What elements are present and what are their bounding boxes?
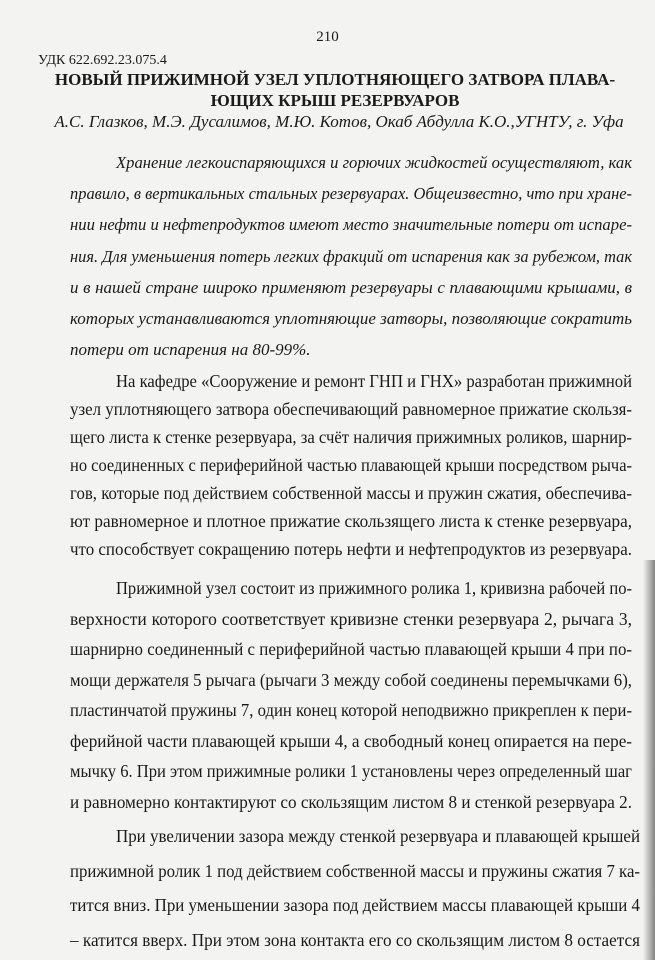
paragraph-4-line-text: При увеличении зазора между стенкой резервуара и плавающей крышей: [116, 826, 641, 846]
paragraph-3-line: [70, 791, 632, 813]
paragraph-1-line: [70, 246, 632, 268]
paragraph-3-line-text: верхности которого соответствует кривизне стенки резервуара 2, рычага 3,: [70, 608, 632, 629]
paragraph-3-line-text: мычку 6. При этом прижимные ролики 1 установлены через определенный шаг: [70, 761, 632, 781]
paragraph-4-line: [70, 894, 640, 916]
paragraph-1-line-text: и в нашей стране широко применяют резервуары с плавающими крышами, в: [70, 277, 633, 297]
paragraph-1-line-text: которых устанавливаются уплотняющие затворы, позволяющие сократить: [70, 309, 632, 328]
paragraph-2-line-text: гов, которые под действием собственной массы и пружин сжатия, обеспечива-: [70, 483, 633, 503]
article-title-line-2: [40, 91, 630, 111]
paragraph-2-line-text: щего листа к стенке резервуара, за счёт наличия прижимных роликов, шарнир-: [70, 427, 632, 447]
paragraph-1-line: [70, 339, 632, 361]
paragraph-1-line-text: нии нефти и нефтепродуктов имеют место значительные потери от испаре-: [70, 215, 633, 235]
paragraph-1-line: [70, 183, 632, 205]
paragraph-1-line-text: правило, в вертикальных стальных резервуарах. Общеизвестно, что при хране-: [70, 184, 633, 204]
paragraph-2-line: [116, 370, 632, 392]
page-number: 210: [316, 29, 339, 45]
paragraph-2-line: [70, 510, 632, 532]
scan-edge-shadow: [643, 560, 655, 960]
paragraph-1-line-text: ния. Для уменьшения потерь легких фракций от испарения как за рубежом, так: [70, 246, 632, 266]
paragraph-3-line-text: и равномерно контактируют со скользящим листом 8 и стенкой резервуара 2.: [70, 791, 633, 812]
paragraph-2-line-text: но соединенных с периферийной частью плавающей крыши посредством рыча-: [70, 455, 633, 475]
paragraph-3-line-text: шарнирно соединенный с периферийной частью плавающей крыши 4 при по-: [70, 639, 633, 659]
paragraph-2-line: [70, 426, 632, 448]
paragraph-1-line: [70, 277, 632, 299]
paragraph-3-line: [70, 699, 632, 721]
paragraph-2-line-text: ют равномерное и плотное прижатие скользящего листа к стенке резервуара,: [70, 511, 633, 531]
paragraph-4-line: [116, 825, 640, 847]
paragraph-1-line-text: Хранение легкоиспаряющихся и горючих жидкостей осуществляют, как: [116, 153, 632, 172]
paragraph-1-line: [70, 308, 632, 330]
paragraph-3-line: [70, 608, 632, 630]
paragraph-3-line-text: пластинчатой пружины 7, один конец которой неподвижно прикреплен к пери-: [70, 700, 633, 720]
paragraph-1-line-text: потери от испарения на 80-99%.: [70, 340, 311, 360]
authors-text: А.С. Глазков, М.Э. Дусалимов, М.Ю. Котов, Окаб Абдулла К.О.,УГНТУ, г. Уфа: [54, 112, 624, 131]
paragraph-3-line-text: мощи держателя 5 рычага (рычаги 3 между собой соединены перемычками 6),: [70, 669, 632, 690]
paragraph-4-line: [70, 929, 640, 951]
paragraph-3-line: [70, 638, 632, 660]
paragraph-2-line: [70, 454, 632, 476]
article-title-line-2-text: ЮЩИХ КРЫШ РЕЗЕРВУАРОВ: [210, 91, 460, 110]
paragraph-3-line: [70, 669, 632, 691]
paragraph-4-line-text: тится вниз. При уменьшении зазора под действием массы плавающей крыши 4: [70, 895, 641, 915]
paragraph-1-line: [70, 214, 632, 236]
paragraph-2-line: [70, 538, 632, 560]
authors: [40, 112, 638, 132]
paragraph-2-line-text: что способствует сокращению потерь нефти и нефтепродуктов из резервуара.: [70, 539, 632, 559]
udk-code: УДК 622.692.23.075.4: [38, 53, 167, 68]
paragraph-2-line-text: узел уплотняющего затвора обеспечивающий равномерное прижатие скользя-: [70, 399, 633, 419]
paragraph-4-line-text: – катится вверх. При этом зона контакта его со скользящим листом 8 остается: [70, 929, 640, 950]
paragraph-4-line: [70, 860, 640, 882]
paragraph-3-line: [116, 577, 632, 599]
paragraph-3-line-text: Прижимной узел состоит из прижимного ролика 1, кривизна рабочей по-: [116, 578, 632, 598]
paragraph-2-line-text: На кафедре «Сооружение и ремонт ГНП и ГНХ» разработан прижимной: [116, 371, 633, 391]
paragraph-3-line: [70, 760, 632, 782]
paragraph-4-line-text: прижимной ролик 1 под действием собственной массы и пружины сжатия 7 ка-: [70, 860, 641, 881]
paragraph-2-line: [70, 482, 632, 504]
paragraph-3-line: [70, 730, 632, 752]
article-title-line-1: [40, 70, 630, 90]
paragraph-1-line: [116, 152, 632, 174]
paragraph-2-line: [70, 398, 632, 420]
article-title-line-1-text: НОВЫЙ ПРИЖИМНОЙ УЗЕЛ УПЛОТНЯЮЩЕГО ЗАТВОРА ПЛАВА-: [54, 70, 616, 89]
paragraph-3-line-text: ферийной части плавающей крыши 4, а свободный конец опирается на пере-: [70, 730, 633, 751]
